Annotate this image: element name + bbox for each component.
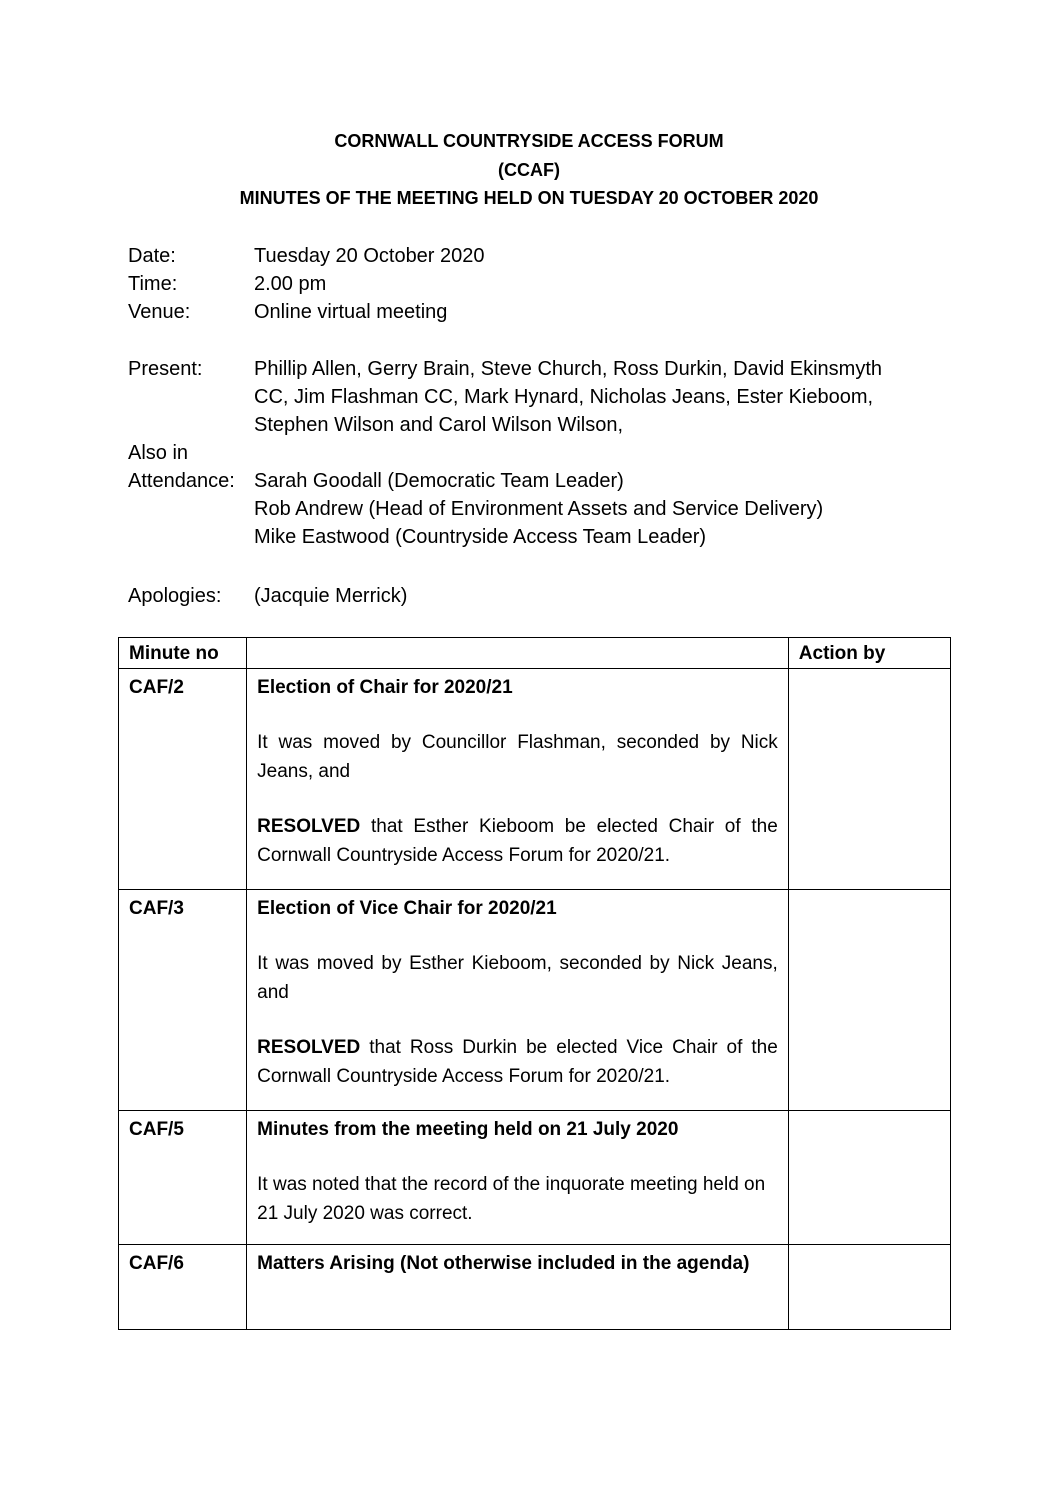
venue-label: Venue: — [128, 301, 191, 323]
action-by-cell — [788, 669, 950, 890]
minute-subject: Election of Vice Chair for 2020/21 — [257, 898, 557, 919]
time-label: Time: — [128, 273, 178, 295]
apologies-value: (Jacquie Merrick) — [254, 585, 408, 607]
minute-body — [247, 890, 789, 1111]
minute-number: CAF/3 — [119, 890, 247, 1111]
present-line: CC, Jim Flashman CC, Mark Hynard, Nicholas Jeans, Ester Kieboom, — [254, 386, 874, 408]
action-by-cell — [788, 1245, 950, 1330]
present-line: Phillip Allen, Gerry Brain, Steve Church, Ross Durkin, David Ekinsmyth — [254, 358, 883, 380]
minute-body — [247, 669, 789, 890]
date-value: Tuesday 20 October 2020 — [254, 245, 485, 267]
table-row — [119, 669, 951, 890]
header-action-by: Action by — [788, 638, 950, 669]
header-blank — [247, 638, 789, 669]
resolved-keyword: RESOLVED — [257, 816, 361, 837]
minutes-title: MINUTES OF THE MEETING HELD ON TUESDAY 20 OCTOBER 2020 — [239, 188, 819, 208]
minute-body — [247, 1245, 789, 1330]
attendance-label: Attendance: — [128, 470, 235, 492]
meeting-details — [128, 242, 928, 326]
minute-number: CAF/6 — [119, 1245, 247, 1330]
action-by-cell — [788, 890, 950, 1111]
minutes-table — [118, 637, 951, 1330]
forum-title: CORNWALL COUNTRYSIDE ACCESS FORUM — [334, 131, 724, 151]
apologies-label: Apologies: — [128, 585, 222, 607]
resolved-keyword: RESOLVED — [257, 1037, 361, 1058]
minute-paragraph: It was moved by Councillor Flashman, seconded by Nick Jeans, and — [257, 732, 778, 782]
table-header-row — [119, 638, 951, 669]
attendance-line: Sarah Goodall (Democratic Team Leader) — [254, 470, 624, 492]
action-by-cell — [788, 1111, 950, 1245]
apologies-section — [128, 582, 928, 610]
minute-number: CAF/2 — [119, 669, 247, 890]
resolution-paragraph — [257, 812, 778, 870]
attendance-line: Mike Eastwood (Countryside Access Team Leader) — [254, 526, 707, 548]
date-label: Date: — [128, 245, 176, 267]
table-row — [119, 1111, 951, 1245]
present-section — [128, 355, 928, 551]
minute-body — [247, 1111, 789, 1245]
minute-number: CAF/5 — [119, 1111, 247, 1245]
table-row — [119, 1245, 951, 1330]
venue-value: Online virtual meeting — [254, 301, 448, 323]
minute-subject: Matters Arising (Not otherwise included in the agenda) — [257, 1253, 750, 1274]
header-minute-no: Minute no — [119, 638, 247, 669]
forum-abbreviation: (CCAF) — [498, 160, 560, 180]
minute-paragraph: It was moved by Esther Kieboom, seconded by Nick Jeans, and — [257, 953, 778, 1003]
present-line: Stephen Wilson and Carol Wilson Wilson, — [254, 414, 624, 436]
also-in-label: Also in — [128, 442, 189, 464]
attendance-line: Rob Andrew (Head of Environment Assets and Service Delivery) — [254, 498, 824, 520]
minute-subject: Election of Chair for 2020/21 — [257, 677, 513, 698]
resolution-text: that Esther Kieboom be elected Chair of the Cornwall Countryside Access Forum for 2020/21. — [257, 816, 778, 866]
minute-subject: Minutes from the meeting held on 21 July 2020 — [257, 1119, 679, 1140]
time-value: 2.00 pm — [254, 273, 327, 295]
present-label: Present: — [128, 358, 203, 380]
table-row — [119, 890, 951, 1111]
resolution-paragraph — [257, 1033, 778, 1091]
minute-paragraph: It was noted that the record of the inquorate meeting held on 21 July 2020 was correct. — [257, 1174, 766, 1224]
resolution-text: that Ross Durkin be elected Vice Chair of the Cornwall Countryside Access Forum for 2020/21. — [257, 1037, 778, 1087]
